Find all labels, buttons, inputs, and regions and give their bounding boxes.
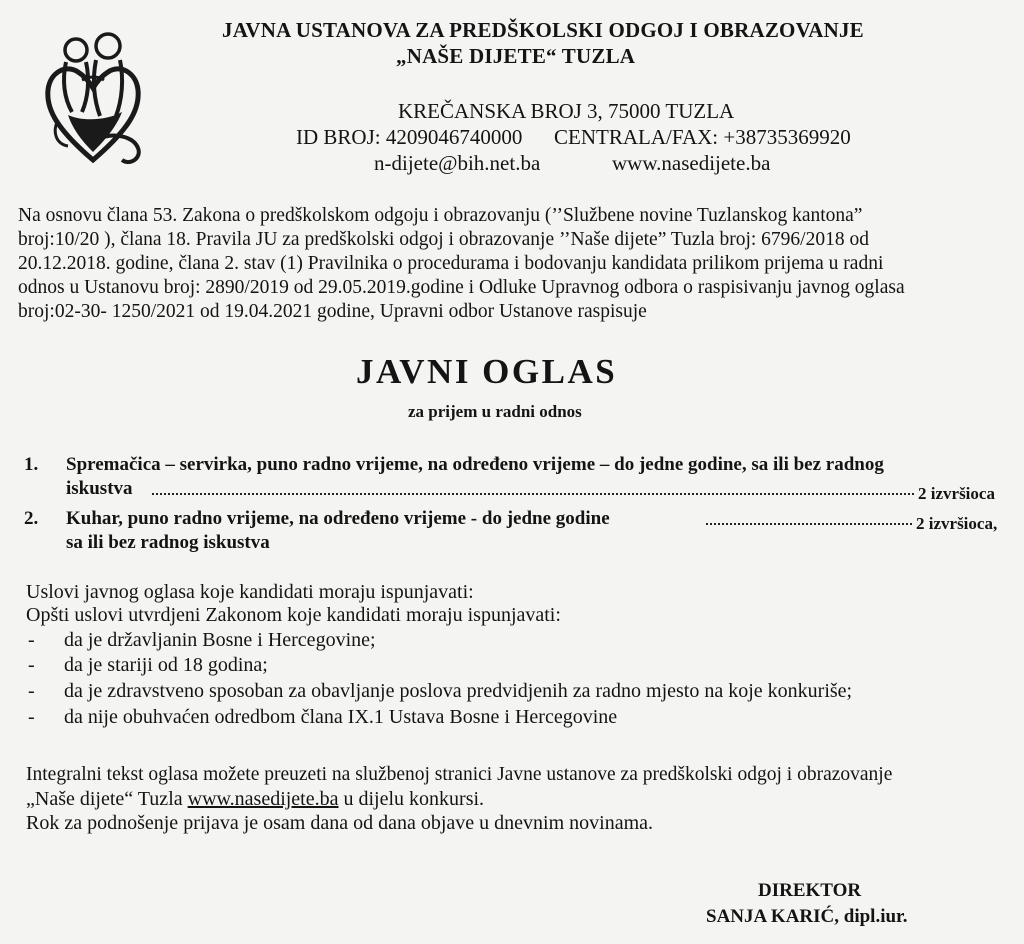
condition-bullet: - — [28, 680, 35, 702]
closing-line-2 — [26, 788, 484, 811]
condition-item-3: da je zdravstveno sposoban za obavljanje poslova predvidjenih za radno mjesto na koje konkuriše; — [64, 680, 853, 702]
position-2-leader — [706, 523, 912, 525]
position-1-title: Spremačica – servirka, puno radno vrijeme, na određeno vrijeme – do jedne godine, sa ili bez radnog — [66, 454, 884, 475]
conditions-heading: Uslovi javnog oglasa koje kandidati moraju ispunjavati: — [26, 581, 474, 603]
position-1-leader — [152, 493, 914, 495]
condition-item-1: da je državljanin Bosne i Hercegovine; — [64, 629, 376, 651]
org-name-line2: „NAŠE DIJETE“ TUZLA — [396, 44, 636, 68]
position-1-title-cont: iskustva — [66, 478, 133, 499]
institution-logo — [38, 20, 148, 170]
condition-item-2: da je stariji od 18 godina; — [64, 654, 268, 676]
position-1-number: 1. — [24, 454, 39, 475]
announcement-subtitle: za prijem u radni odnos — [408, 402, 582, 421]
position-1-count: 2 izvršioca — [918, 484, 995, 503]
announcement-title: JAVNI OGLAS — [356, 352, 618, 391]
closing-line-3: Rok za podnošenje prijava je osam dana od dana objave u dnevnim novinama. — [26, 812, 654, 834]
condition-bullet: - — [28, 629, 35, 651]
position-2-number: 2. — [24, 508, 39, 529]
position-2-title-cont: sa ili bez radnog iskustva — [66, 532, 270, 553]
closing-line-2-text: „Naše dijete“ Tuzla — [26, 788, 188, 810]
condition-bullet: - — [28, 706, 35, 728]
signature-role: DIREKTOR — [758, 880, 862, 901]
org-name-line1: JAVNA USTANOVA ZA PREDŠKOLSKI ODGOJ I OBRAZOVANJE — [222, 18, 864, 42]
org-address: KREČANSKA BROJ 3, 75000 TUZLA — [398, 99, 735, 123]
position-2-count: 2 izvršioca, — [916, 514, 998, 533]
condition-bullet: - — [28, 654, 35, 676]
intro-line-1: Na osnovu člana 53. Zakona o predškolskom odgoju i obrazovanju (’’Službene novine Tuzlanskog kantona” — [18, 205, 863, 226]
intro-line-3: 20.12.2018. godine, člana 2. stav (1) Pravilnika o procedurama i bodovanju kandidata prilikom prijema u radni — [18, 253, 884, 274]
org-website: www.nasedijete.ba — [612, 151, 771, 175]
website-link[interactable]: www.nasedijete.ba — [187, 788, 339, 810]
org-email: n-dijete@bih.net.ba — [374, 151, 541, 175]
intro-line-2: broj:10/20 ), člana 18. Pravila JU za predškolski odgoj i obrazovanje ’’Naše dijete” Tuzla broj: 6796/2018 od — [18, 229, 869, 250]
condition-item-4: da nije obuhvaćen odredbom člana IX.1 Ustava Bosne i Hercegovine — [64, 706, 618, 728]
intro-line-5: broj:02-30- 1250/2021 od 19.04.2021 godine, Upravni odbor Ustanove raspisuje — [18, 301, 647, 322]
closing-line-1: Integralni tekst oglasa možete preuzeti na službenoj stranici Javne ustanove za predškolski odgoj i obrazovanje — [26, 764, 893, 785]
signature-name: SANJA KARIĆ, dipl.iur. — [706, 906, 908, 927]
org-id-number: ID BROJ: 4209046740000 — [296, 125, 523, 149]
closing-line-2-end: u dijelu konkursi. — [338, 788, 485, 810]
position-2-title: Kuhar, puno radno vrijeme, na određeno vrijeme - do jedne godine — [66, 508, 610, 529]
intro-line-4: odnos u Ustanovu broj: 2890/2019 od 29.05.2019.godine i Odluke Upravnog odbora o raspisivanju javnog oglasa — [18, 277, 905, 298]
general-conditions-heading: Opšti uslovi utvrdjeni Zakonom koje kandidati moraju ispunjavati: — [26, 604, 561, 626]
org-phone-fax: CENTRALA/FAX: +38735369920 — [554, 125, 851, 149]
